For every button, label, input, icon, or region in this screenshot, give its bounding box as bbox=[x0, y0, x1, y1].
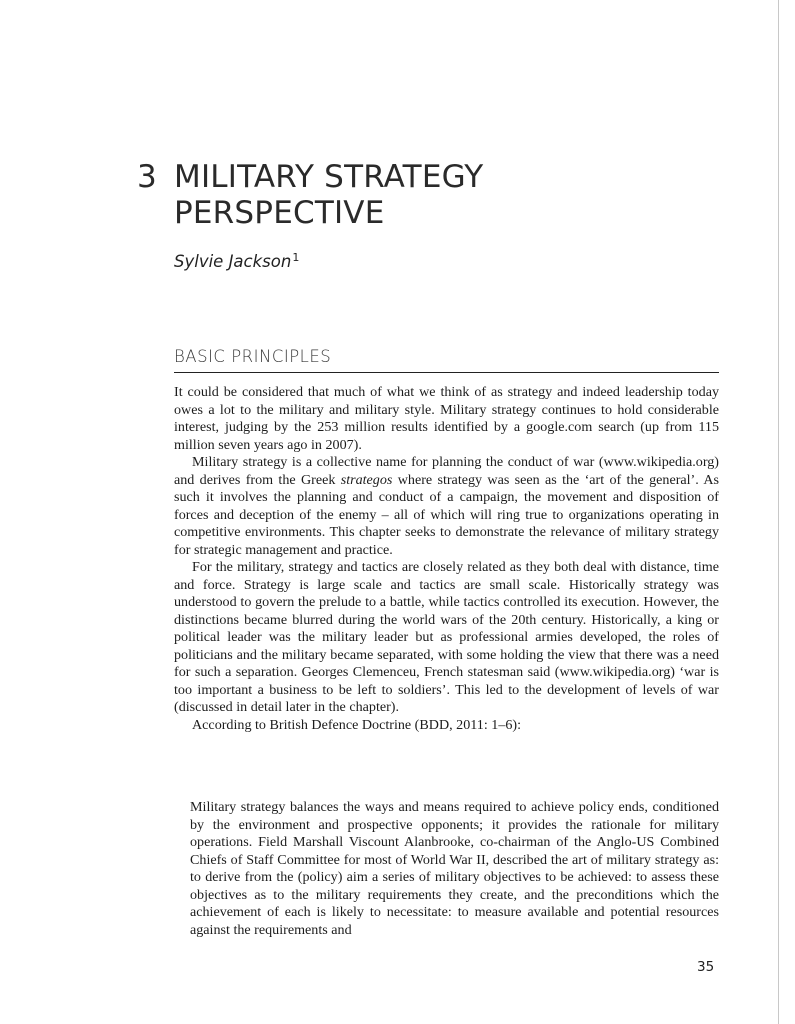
chapter-title: MILITARY STRATEGY PERSPECTIVE bbox=[174, 159, 484, 231]
paragraph-2-text-start: Military strategy is a collective name for planning the conduct of war (www.wikipedia.org) and derives from the Greek bbox=[174, 454, 719, 488]
author-footnote-marker[interactable]: 1 bbox=[292, 251, 300, 264]
author-line bbox=[174, 251, 299, 271]
paragraph-2 bbox=[174, 454, 719, 559]
chapter-heading bbox=[137, 159, 594, 231]
paragraph-2-italic-term: strategos bbox=[340, 471, 393, 488]
page-number: 35 bbox=[697, 959, 715, 975]
author-name: Sylvie Jackson bbox=[174, 252, 292, 271]
body-text bbox=[174, 384, 719, 734]
section-rule bbox=[174, 372, 719, 373]
paragraph-4: According to British Defence Doctrine (BDD, 2011: 1–6): bbox=[192, 716, 522, 733]
page-edge-divider bbox=[778, 0, 779, 1024]
paragraph-1: It could be considered that much of what we think of as strategy and indeed leadership today owes a lot to the military and military style. Military strategy continues to hold considerable interest, judging by the 253 million results identified by a google.com search (up from 115 million seven years ago in 2007). bbox=[174, 384, 719, 453]
block-quote-text: Military strategy balances the ways and means required to achieve policy ends, conditioned by the environment and prospective opponents; it provides the rationale for military operations. Field Marshall Viscount Alanbrooke, co-chairman of the Anglo-US Combined Chiefs of Staff Committee for most of World War II, described the art of military strategy as: to derive from the (policy) aim a series of military objectives to be achieved: to assess these objectives as to the military requirements they create, and the preconditions which the achievement of each is likely to necessitate: to measure available and potential resources against the requirements and bbox=[190, 799, 719, 938]
paragraph-3: For the military, strategy and tactics are closely related as they both deal with distance, time and force. Strategy is large scale and tactics are small scale. Historically strategy was understood to govern the prelude to a battle, while tactics controlled its execution. However, the distinctions became blurred during the world wars of the 20th century. Historically, a king or political leader was the military leader but as professional armies developed, the roles of politicians and the military became separated, with some holding the view that there was a need for such a separation. Georges Clemenceu, French statesman said (www.wikipedia.org) ‘war is too important a business to be left to soldiers’. This led to the development of levels of war (discussed in detail later in the chapter). bbox=[174, 559, 719, 715]
chapter-number: 3 bbox=[137, 159, 157, 195]
paragraph-2-text-end: where strategy was seen as the ‘art of the general’. As such it involves the planning and conduct of a campaign, the movement and disposition of forces and deception of the enemy – all of which will ring true to organizations operating in competitive environments. This chapter seeks to demonstrate the relevance of military strategy for strategic management and practice. bbox=[174, 471, 719, 558]
block-quote bbox=[190, 799, 719, 939]
section-heading: BASIC PRINCIPLES bbox=[174, 347, 332, 366]
